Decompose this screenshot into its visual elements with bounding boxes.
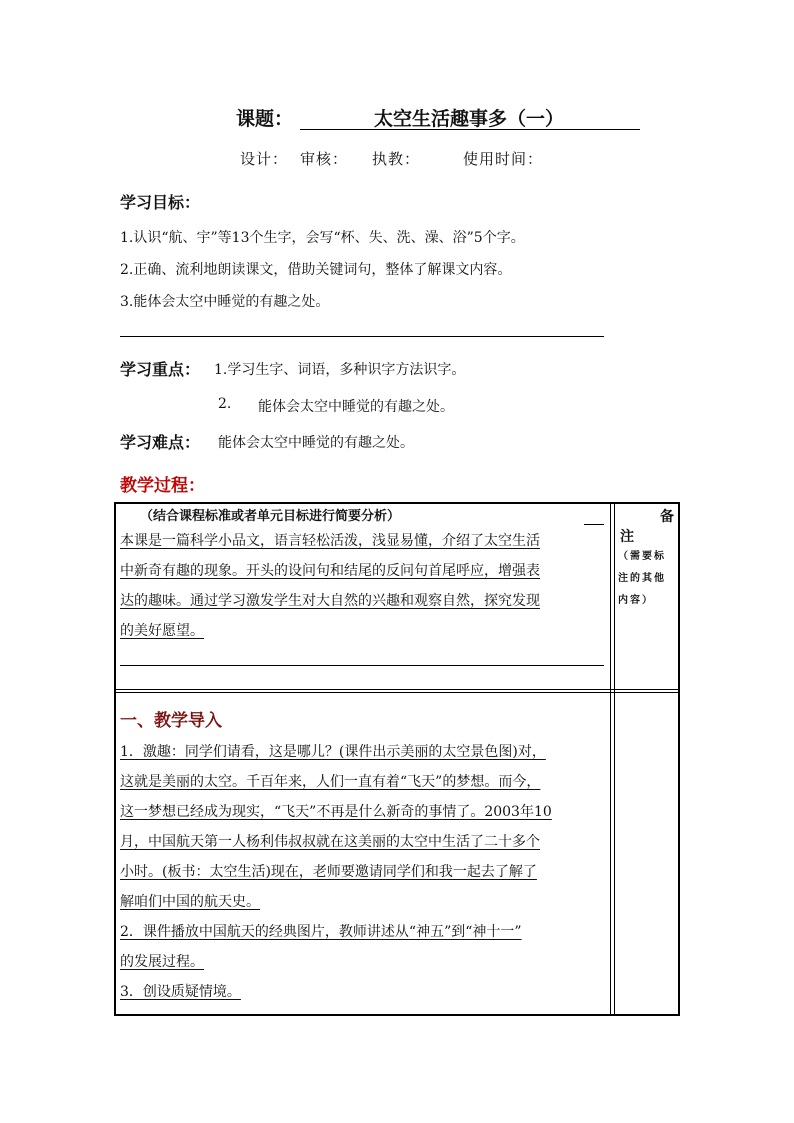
review-label: 审核：: [300, 150, 349, 168]
analysis-heading: （结合课程标准或者单元目标进行简要分析）: [140, 509, 401, 524]
section-line: 小时。(板书：太空生活)现在，老师要邀请同学们和我一起去了解了: [120, 864, 537, 880]
title-underline: [300, 104, 640, 130]
analysis-line: 达的趣味。通过学习激发学生对大自然的兴趣和观察自然，探究发现: [120, 593, 540, 609]
remark-note: 内容）: [618, 595, 654, 606]
table-column-divider: [610, 502, 611, 1016]
blank-line: [584, 524, 604, 525]
section-line: 3．创设质疑情境。: [120, 984, 241, 1000]
analysis-line: 本课是一篇科学小品文，语言轻松活泼，浅显易懂，介绍了太空生活: [120, 533, 540, 549]
section-line: 2．课件播放中国航天的经典图片，教师讲述从“神五”到“神十一”: [120, 924, 522, 940]
remark-note: （需要标: [618, 551, 666, 562]
section-line: 解咱们中国的航天史。: [120, 894, 260, 910]
section-line: 1．激趣：同学们请看，这是哪儿？(课件出示美丽的太空景色图)对，: [120, 744, 546, 760]
remark-title: 备: [660, 509, 674, 525]
table-row-divider: [114, 692, 680, 693]
objective-item: 2.正确、流利地朗读课文，借助关键词句，整体了解课文内容。: [120, 262, 512, 278]
section-heading: 一、教学导入: [120, 711, 222, 731]
page-title: 太空生活趣事多（一）: [374, 108, 565, 130]
key-point-item: 能体会太空中睡觉的有趣之处。: [258, 399, 454, 415]
section-line: 这一梦想已经成为现实，“飞天”不再是什么新奇的事情了。2003年10: [120, 804, 552, 820]
table-column-divider: [614, 502, 615, 1016]
design-label: 设计：: [240, 150, 289, 168]
process-heading: 教学过程：: [120, 476, 205, 496]
remark-note: 注的其他: [618, 573, 666, 584]
section-line: 的发展过程。: [120, 954, 204, 970]
table-row-divider: [114, 689, 680, 690]
divider-rule: [120, 336, 604, 337]
objective-item: 1.认识“航、宇”等13个生字，会写“杯、失、洗、澡、浴”5个字。: [120, 230, 525, 246]
analysis-line: 中新奇有趣的现象。开头的设问句和结尾的反问句首尾呼应，增强表: [120, 563, 540, 579]
difficulty-text: 能体会太空中睡觉的有趣之处。: [218, 435, 414, 451]
title-label: 课题：: [236, 108, 294, 130]
key-point-number: 2.: [218, 396, 232, 412]
section-line: 这就是美丽的太空。千百年来，人们一直有着“飞天”的梦想。而今，: [120, 774, 541, 790]
analysis-line: 的美好愿望。: [120, 623, 204, 639]
objective-item: 3.能体会太空中睡觉的有趣之处。: [120, 294, 330, 310]
difficulty-heading: 学习难点：: [120, 433, 201, 452]
objectives-heading: 学习目标：: [120, 193, 201, 212]
section-line: 月，中国航天第一人杨利伟叔叔就在这美丽的太空中生活了二十多个: [120, 834, 540, 850]
teacher-label: 执教：: [372, 150, 421, 168]
use-time-label: 使用时间：: [463, 150, 544, 168]
remark-title: 注: [620, 529, 634, 545]
key-points-heading: 学习重点：: [120, 360, 201, 379]
blank-line: [120, 665, 604, 666]
key-point-item: 1.学习生字、词语，多种识字方法识字。: [214, 362, 466, 378]
